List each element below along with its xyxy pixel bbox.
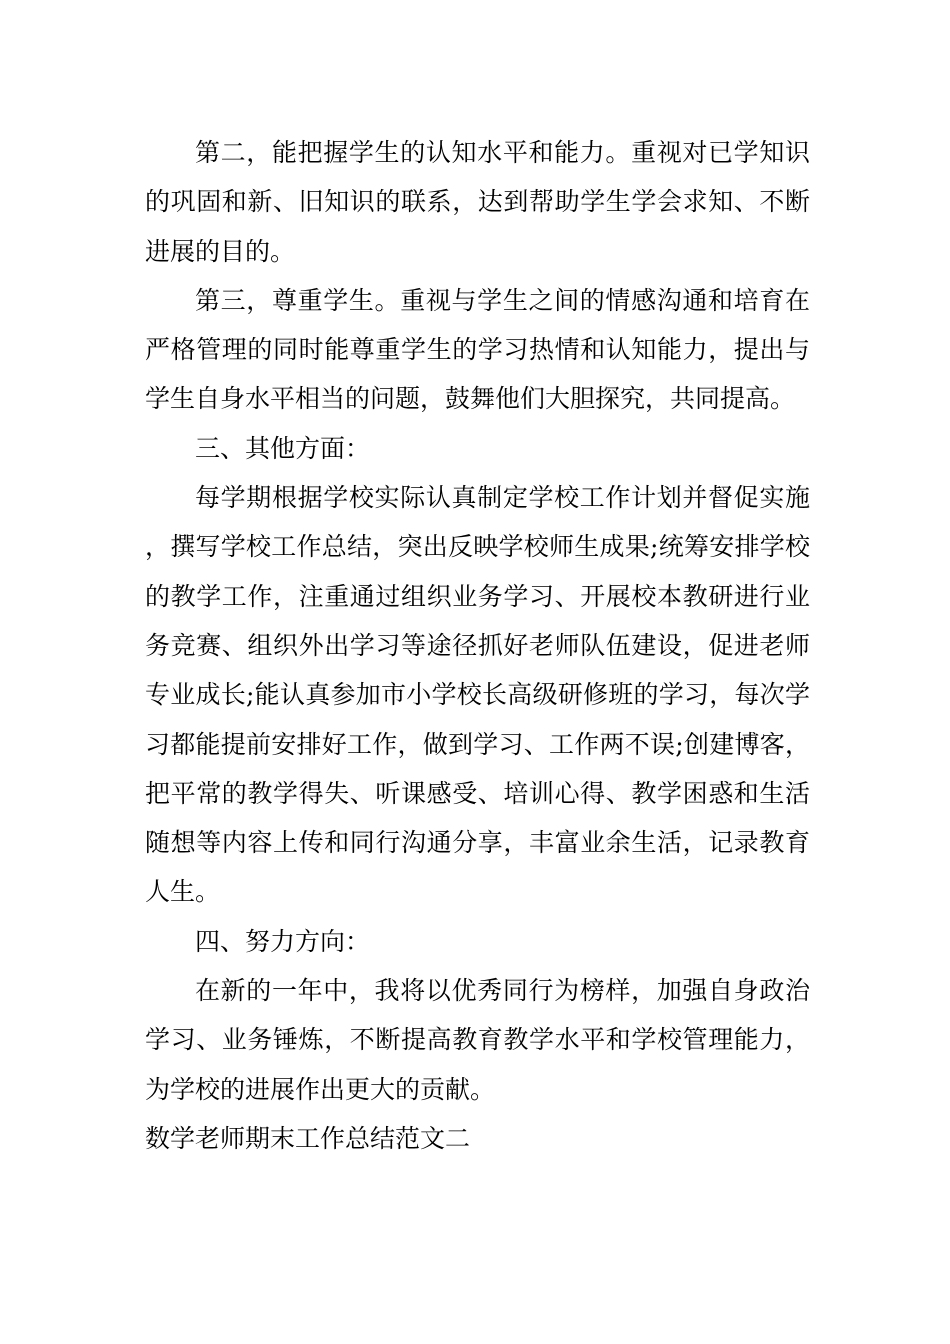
section-heading-other-aspects: 三、其他方面： — [195, 433, 371, 463]
document-body — [145, 128, 810, 1163]
paragraph-direction: 在新的一年中，我将以优秀同行为榜样，加强自身政治学习、业务锤炼，不断提高教育教学水平和学校管理能力，为学校的进展作出更大的贡献。 — [145, 976, 810, 1104]
paragraph-other-aspects: 每学期根据学校实际认真制定学校工作计划并督促实施，撰写学校工作总结，突出反映学校师生成果;统筹安排学校的教学工作，注重通过组织业务学习、开展校本教研进行业务竞赛、组织外出学习等途径抓好老师队伍建设，促进老师专业成长;能认真参加市小学校长高级研修班的学习，每次学习都能提前安排好工作，做到学习、工作两不误;创建博客，把平常的教学得失、听课感受、培训心得、教学困惑和生活随想等内容上传和同行沟通分享，丰富业余生活，记录教育人生。 — [145, 483, 810, 907]
next-article-title: 数学老师期末工作总结范文二 — [145, 1123, 471, 1153]
paragraph-point-three: 第三，尊重学生。重视与学生之间的情感沟通和培育在严格管理的同时能尊重学生的学习热情和认知能力，提出与学生自身水平相当的问题，鼓舞他们大胆探究，共同提高。 — [145, 285, 810, 414]
paragraph-point-two: 第二，能把握学生的认知水平和能力。重视对已学知识的巩固和新、旧知识的联系，达到帮助学生学会求知、不断进展的目的。 — [145, 138, 810, 266]
section-heading-direction: 四、努力方向： — [195, 926, 371, 956]
